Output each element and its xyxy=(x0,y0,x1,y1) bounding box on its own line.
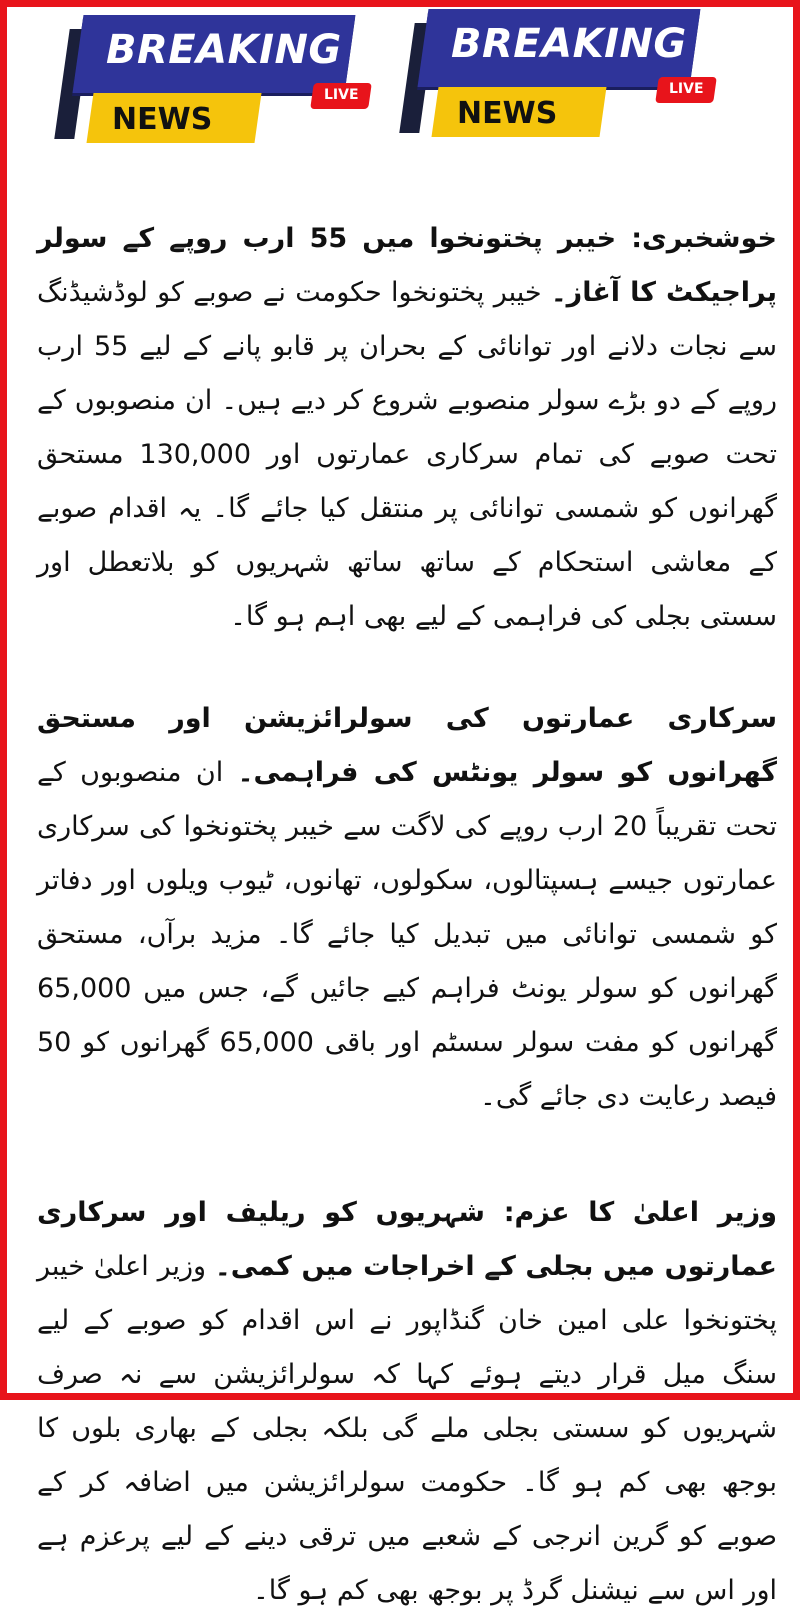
paragraph-text: ان منصوبوں کے تحت تقریباً 20 ارب روپے کی لاگت سے خیبر پختونخوا کی سرکاری عمارتوں جیسے ہسپتالوں، سکولوں، تھانوں، ٹیوب ویلوں اور دفاتر کو شمسی توانائی میں تبدیل کیا جائے گا۔ مزید برآں، مستحق گھرانوں کو سولر یونٹ فراہم کیے جائیں گے، جس میں 65,000 گھرانوں کو مفت سولر سسٹم اور باقی 65,000 گھرانوں کو 50 فیصد رعایت دی جائے گی۔ xyxy=(37,757,777,1112)
paragraph-lead: سرکاری عمارتوں کی سولرائزیشن اور مستحق گھرانوں کو سولر یونٹس کی فراہمی۔ xyxy=(37,703,778,788)
news-label: NEWS xyxy=(112,102,213,137)
live-label: LIVE xyxy=(669,81,704,97)
paragraph-text: خیبر پختونخوا حکومت نے صوبے کو لوڈشیڈنگ سے نجات دلانے اور توانائی کے بحران پر قابو پانے کے لیے 55 ارب روپے کے دو بڑے سولر منصوبے شروع کر دیے ہیں۔ ان منصوبوں کے تحت صوبے کی تمام سرکاری عمارتوں اور 130,000 مستحق گھرانوں کو شمسی توانائی پر منتقل کیا جائے گا۔ یہ اقدام صوبے کے معاشی استحکام کے ساتھ ساتھ شہریوں کو بلاتعطل اور سستی بجلی کی فراہمی کے لیے بھی اہم ہو گا۔ xyxy=(37,277,777,632)
paragraph-text: وزیر اعلیٰ خیبر پختونخوا علی امین خان گنڈاپور نے اس اقدام کو صوبے کے لیے سنگ میل قرار دیتے ہوئے کہا کہ سولرائزیشن سے نہ صرف شہریوں کو سستی بجلی ملے گی بلکہ بجلی کے بھاری بلوں کا بوجھ بھی کم ہو گا۔ حکومت سولرائزیشن میں اضافہ کر کے صوبے کو گرین انرجی کے شعبے میں ترقی دینے کے لیے پرعزم ہے اور اس سے نیشنل گرڈ پر بوجھ بھی کم ہو گا۔ xyxy=(37,1251,777,1606)
breaking-news-banner-right xyxy=(407,1,707,146)
live-label: LIVE xyxy=(324,87,359,103)
breaking-news-banner-left xyxy=(62,7,362,152)
article-paragraph xyxy=(37,1186,777,1618)
article-paragraph xyxy=(37,212,777,644)
paragraph-lead: وزیر اعلیٰ کا عزم: شہریوں کو ریلیف اور سرکاری عمارتوں میں بجلی کے اخراجات میں کمی۔ xyxy=(37,1197,777,1282)
article-body xyxy=(37,212,777,1618)
news-label: NEWS xyxy=(457,96,558,131)
article-paragraph xyxy=(37,692,777,1124)
breaking-label: BREAKING xyxy=(106,27,342,73)
paragraph-lead: خوشخبری: خیبر پختونخوا میں 55 ارب روپے کے سولر پراجیکٹ کا آغاز۔ xyxy=(37,223,777,308)
breaking-label: BREAKING xyxy=(451,21,687,67)
